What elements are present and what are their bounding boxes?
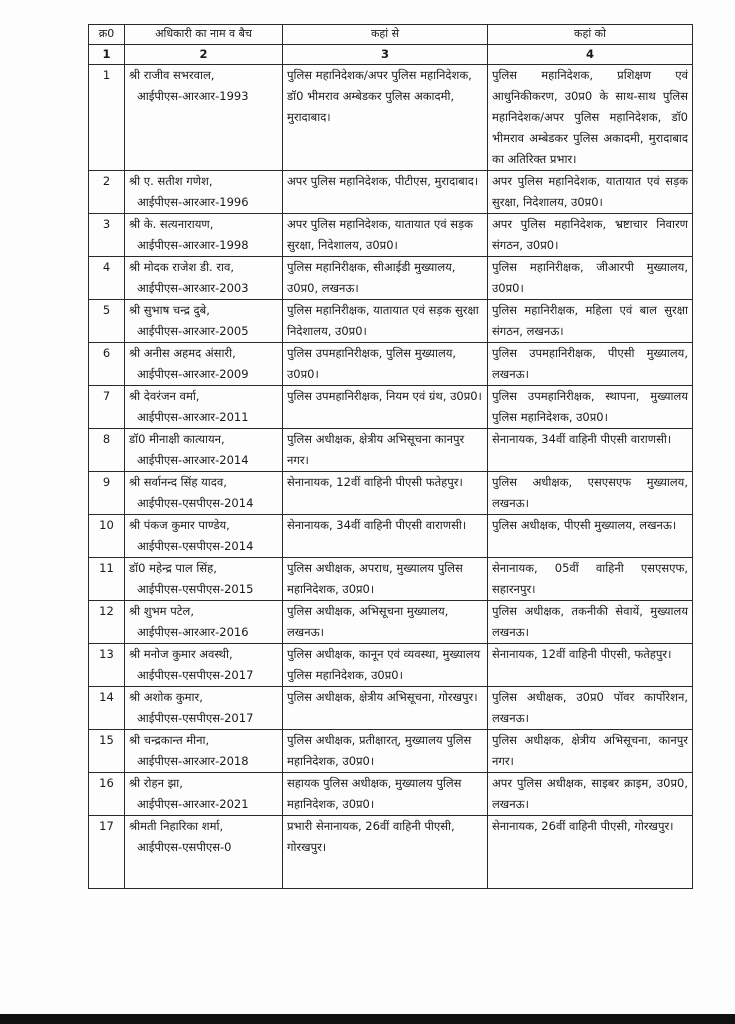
to-cell: पुलिस महानिरीक्षक, जीआरपी मुख्यालय, उ0प्र0। xyxy=(488,257,693,300)
officer-batch: आईपीएस-आरआर-2011 xyxy=(137,410,249,424)
table-row xyxy=(89,601,693,644)
from-cell: अपर पुलिस महानिदेशक, पीटीएस, मुरादाबाद। xyxy=(283,171,488,214)
officer-cell xyxy=(125,386,283,429)
officer-batch: आईपीएस-आरआर-2005 xyxy=(137,324,249,338)
officer-cell xyxy=(125,644,283,687)
officer-batch: आईपीएस-आरआर-1996 xyxy=(137,195,249,209)
table-row xyxy=(89,257,693,300)
from-cell: पुलिस अधीक्षक, क्षेत्रीय अभिसूचना, गोरखपुर। xyxy=(283,687,488,730)
to-cell: अपर पुलिस महानिदेशक, भ्रष्टाचार निवारण संगठन, उ0प्र0। xyxy=(488,214,693,257)
officer-name: श्रीमती निहारिका शर्मा, xyxy=(129,819,224,833)
officer-cell xyxy=(125,601,283,644)
officer-name: डॉ0 मीनाक्षी कात्यायन, xyxy=(129,432,225,446)
officer-batch: आईपीएस-आरआर-2021 xyxy=(137,797,249,811)
to-cell: सेनानायक, 12वीं वाहिनी पीएसी, फतेहपुर। xyxy=(488,644,693,687)
to-cell: सेनानायक, 26वीं वाहिनी पीएसी, गोरखपुर। xyxy=(488,816,693,889)
from-cell: सेनानायक, 12वीं वाहिनी पीएसी फतेहपुर। xyxy=(283,472,488,515)
officer-name: श्री ए. सतीश गणेश, xyxy=(129,174,213,188)
officer-cell xyxy=(125,343,283,386)
officer-batch: आईपीएस-आरआर-2016 xyxy=(137,625,249,639)
to-cell: पुलिस अधीक्षक, एसएसएफ मुख्यालय, लखनऊ। xyxy=(488,472,693,515)
serial-cell: 6 xyxy=(89,343,125,386)
to-cell: पुलिस महानिरीक्षक, महिला एवं बाल सुरक्षा संगठन, लखनऊ। xyxy=(488,300,693,343)
header-from: कहां से xyxy=(283,25,488,45)
table-row xyxy=(89,816,693,889)
to-cell: पुलिस अधीक्षक, क्षेत्रीय अभिसूचना, कानपुर नगर। xyxy=(488,730,693,773)
serial-cell: 7 xyxy=(89,386,125,429)
to-cell: पुलिस महानिदेशक, प्रशिक्षण एवं आधुनिकीकरण, उ0प्र0 के साथ-साथ पुलिस महानिदेशक/अपर पुलिस महानिदेशक, डॉ0 भीमराव अम्बेडकर पुलिस अकादमी, मुरादाबाद का अतिरिक्त प्रभार। xyxy=(488,65,693,171)
table-row xyxy=(89,429,693,472)
officer-cell xyxy=(125,429,283,472)
from-cell: पुलिस अधीक्षक, अभिसूचना मुख्यालय, लखनऊ। xyxy=(283,601,488,644)
officer-name: श्री शुभम पटेल, xyxy=(129,604,194,618)
officer-batch: आईपीएस-आरआर-2009 xyxy=(137,367,249,381)
officer-batch: आईपीएस-आरआर-2018 xyxy=(137,754,249,768)
officer-batch: आईपीएस-आरआर-1993 xyxy=(137,89,249,103)
officer-cell xyxy=(125,65,283,171)
to-cell: पुलिस उपमहानिरीक्षक, स्थापना, मुख्यालय पुलिस महानिदेशक, उ0प्र0। xyxy=(488,386,693,429)
officer-batch: आईपीएस-एसपीएस-2017 xyxy=(137,711,254,725)
column-number: 2 xyxy=(125,45,283,65)
officer-name: श्री चन्द्रकान्त मीना, xyxy=(129,733,210,747)
table-row xyxy=(89,472,693,515)
officer-name: श्री सुभाष चन्द्र दुबे, xyxy=(129,303,210,317)
table-body xyxy=(89,65,693,889)
to-cell: सेनानायक, 05वीं वाहिनी एसएसएफ, सहारनपुर। xyxy=(488,558,693,601)
to-cell: पुलिस उपमहानिरीक्षक, पीएसी मुख्यालय, लखनऊ। xyxy=(488,343,693,386)
officer-name: श्री राजीव सभरवाल, xyxy=(129,68,215,82)
serial-cell: 10 xyxy=(89,515,125,558)
table-row xyxy=(89,730,693,773)
serial-cell: 11 xyxy=(89,558,125,601)
to-cell: सेनानायक, 34वीं वाहिनी पीएसी वाराणसी। xyxy=(488,429,693,472)
from-cell: पुलिस महानिरीक्षक, यातायात एवं सड़क सुरक्षा निदेशालय, उ0प्र0। xyxy=(283,300,488,343)
officer-name: श्री के. सत्यनारायण, xyxy=(129,217,214,231)
officer-cell xyxy=(125,773,283,816)
officer-name: श्री मोदक राजेश डी. राव, xyxy=(129,260,235,274)
officer-batch: आईपीएस-आरआर-2003 xyxy=(137,281,249,295)
serial-cell: 12 xyxy=(89,601,125,644)
officer-cell xyxy=(125,171,283,214)
officer-cell xyxy=(125,515,283,558)
officer-name: श्री अशोक कुमार, xyxy=(129,690,203,704)
officer-cell xyxy=(125,687,283,730)
header-serial: क्र0 xyxy=(89,25,125,45)
to-cell: अपर पुलिस महानिदेशक, यातायात एवं सड़क सुरक्षा, निदेशालय, उ0प्र0। xyxy=(488,171,693,214)
serial-cell: 15 xyxy=(89,730,125,773)
serial-cell: 4 xyxy=(89,257,125,300)
table-row xyxy=(89,515,693,558)
to-cell: पुलिस अधीक्षक, पीएसी मुख्यालय, लखनऊ। xyxy=(488,515,693,558)
to-cell: अपर पुलिस अधीक्षक, साइबर क्राइम, उ0प्र0, लखनऊ। xyxy=(488,773,693,816)
officer-cell xyxy=(125,730,283,773)
officer-name: श्री सर्वानन्द सिंह यादव, xyxy=(129,475,227,489)
table-row xyxy=(89,171,693,214)
table-row xyxy=(89,386,693,429)
serial-cell: 5 xyxy=(89,300,125,343)
officer-batch: आईपीएस-एसपीएस-2014 xyxy=(137,496,254,510)
from-cell: पुलिस महानिरीक्षक, सीआईडी मुख्यालय, उ0प्र0, लखनऊ। xyxy=(283,257,488,300)
bottom-edge xyxy=(0,1014,735,1024)
from-cell: अपर पुलिस महानिदेशक, यातायात एवं सड़क सुरक्षा, निदेशालय, उ0प्र0। xyxy=(283,214,488,257)
serial-cell: 16 xyxy=(89,773,125,816)
from-cell: पुलिस अधीक्षक, क्षेत्रीय अभिसूचना कानपुर नगर। xyxy=(283,429,488,472)
to-cell: पुलिस अधीक्षक, तकनीकी सेवायें, मुख्यालय लखनऊ। xyxy=(488,601,693,644)
column-number-row xyxy=(89,45,693,65)
officer-name: डॉ0 महेन्द्र पाल सिंह, xyxy=(129,561,217,575)
officer-name: श्री पंकज कुमार पाण्डेय, xyxy=(129,518,230,532)
officer-batch: आईपीएस-एसपीएस-0 xyxy=(137,840,232,854)
from-cell: पुलिस उपमहानिरीक्षक, नियम एवं ग्रंथ, उ0प्र0। xyxy=(283,386,488,429)
header-row xyxy=(89,25,693,45)
from-cell: पुलिस महानिदेशक/अपर पुलिस महानिदेशक, डॉ0 भीमराव अम्बेडकर पुलिस अकादमी, मुरादाबाद। xyxy=(283,65,488,171)
column-number: 4 xyxy=(488,45,693,65)
officer-batch: आईपीएस-एसपीएस-2015 xyxy=(137,582,254,596)
officer-cell xyxy=(125,214,283,257)
from-cell: प्रभारी सेनानायक, 26वीं वाहिनी पीएसी, गोरखपुर। xyxy=(283,816,488,889)
table-row xyxy=(89,65,693,171)
to-cell: पुलिस अधीक्षक, उ0प्र0 पॉवर कार्पोरेशन, लखनऊ। xyxy=(488,687,693,730)
serial-cell: 3 xyxy=(89,214,125,257)
officer-cell xyxy=(125,816,283,889)
from-cell: सहायक पुलिस अधीक्षक, मुख्यालय पुलिस महानिदेशक, उ0प्र0। xyxy=(283,773,488,816)
serial-cell: 8 xyxy=(89,429,125,472)
from-cell: सेनानायक, 34वीं वाहिनी पीएसी वाराणसी। xyxy=(283,515,488,558)
serial-cell: 9 xyxy=(89,472,125,515)
table-row xyxy=(89,343,693,386)
officer-name: श्री रोहन झा, xyxy=(129,776,183,790)
serial-cell: 1 xyxy=(89,65,125,171)
officer-cell xyxy=(125,558,283,601)
officer-cell xyxy=(125,472,283,515)
from-cell: पुलिस उपमहानिरीक्षक, पुलिस मुख्यालय, उ0प्र0। xyxy=(283,343,488,386)
table-row xyxy=(89,300,693,343)
serial-cell: 17 xyxy=(89,816,125,889)
table-row xyxy=(89,558,693,601)
officer-name: श्री देवरंजन वर्मा, xyxy=(129,389,200,403)
from-cell: पुलिस अधीक्षक, कानून एवं व्यवस्था, मुख्यालय पुलिस महानिदेशक, उ0प्र0। xyxy=(283,644,488,687)
serial-cell: 14 xyxy=(89,687,125,730)
officer-name: श्री अनीस अहमद अंसारी, xyxy=(129,346,236,360)
table-row xyxy=(89,687,693,730)
header-to: कहां को xyxy=(488,25,693,45)
officer-batch: आईपीएस-आरआर-2014 xyxy=(137,453,249,467)
column-number: 3 xyxy=(283,45,488,65)
column-number: 1 xyxy=(89,45,125,65)
header-name: अधिकारी का नाम व बैच xyxy=(125,25,283,45)
from-cell: पुलिस अधीक्षक, प्रतीक्षारत्, मुख्यालय पुलिस महानिदेशक, उ0प्र0। xyxy=(283,730,488,773)
officer-batch: आईपीएस-एसपीएस-2014 xyxy=(137,539,254,553)
serial-cell: 2 xyxy=(89,171,125,214)
from-cell: पुलिस अधीक्षक, अपराध, मुख्यालय पुलिस महानिदेशक, उ0प्र0। xyxy=(283,558,488,601)
officer-name: श्री मनोज कुमार अवस्थी, xyxy=(129,647,233,661)
serial-cell: 13 xyxy=(89,644,125,687)
transfer-table xyxy=(88,24,693,889)
officer-cell xyxy=(125,300,283,343)
table-row xyxy=(89,214,693,257)
officer-batch: आईपीएस-आरआर-1998 xyxy=(137,238,249,252)
officer-batch: आईपीएस-एसपीएस-2017 xyxy=(137,668,254,682)
officer-cell xyxy=(125,257,283,300)
table-row xyxy=(89,644,693,687)
table-row xyxy=(89,773,693,816)
